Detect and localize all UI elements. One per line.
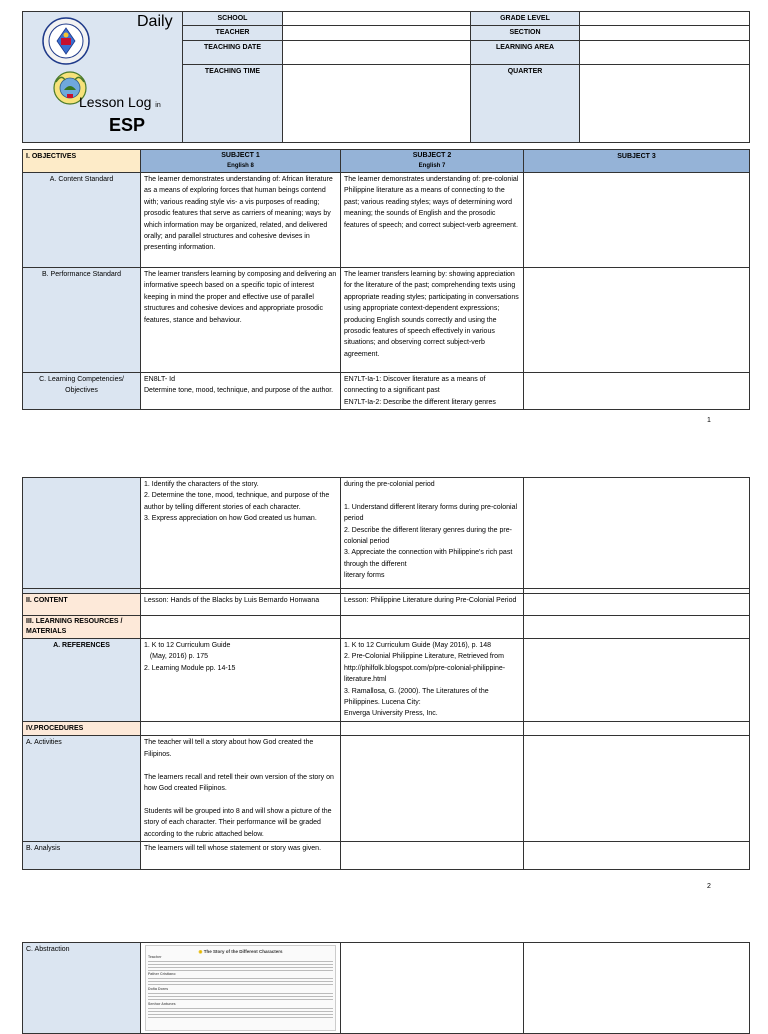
references-s2: 1. K to 12 Curriculum Guide (May 2016), p. 148 2. Pre-Colonial Philippine Literature, Retrieved from http://philfolk.blogspot.com/p/pre-colonial-philippine-literature.html 3. Ramallosa, G. (2000). The Literatures of the Philippines. Lucena City: Enverga University Press, Inc.	[341, 639, 524, 722]
label-teaching-time: TEACHING TIME	[183, 64, 283, 142]
objectives-cont-s2: during the pre-colonial period 1. Understand different literary forms during pre-colonial period 2. Describe the different literary genres during the pre-colonial period 3. Appreciate the connection with Philippine's rich past through the different literary forms	[341, 478, 524, 589]
header-logo-cell	[23, 12, 183, 143]
analysis-s2[interactable]	[341, 842, 524, 870]
title-lesson-log	[79, 94, 161, 114]
procedures-s2	[341, 722, 524, 736]
thumbnail-heading-3: Doña Dores	[148, 987, 169, 991]
subject1-title: SUBJECT 1	[221, 152, 260, 159]
competencies-s2: EN7LT-Ia-1: Discover literature as a means of connecting to a significant past EN7LT-Ia-2: Describe the different literary genres	[341, 373, 524, 410]
story-thumbnail	[145, 945, 336, 1031]
title-daily: Daily	[137, 13, 173, 30]
thumbnail-heading-4: Senhor Antunes	[148, 1002, 176, 1006]
thumbnail-lines-1	[148, 961, 333, 971]
content-standard-s3[interactable]	[524, 173, 750, 268]
references-s1: 1. K to 12 Curriculum Guide (May, 2016) p. 175 2. Learning Module pp. 14-15	[141, 639, 341, 722]
content-s3[interactable]	[524, 594, 750, 616]
thumbnail-title: The Story of the Different Characters	[203, 949, 283, 954]
performance-standard-s3[interactable]	[524, 268, 750, 373]
subject1-heading	[141, 150, 341, 173]
activities-s1: The teacher will tell a story about how God created the Filipinos. The learners recall and retell their own version of the story on how God created Filipinos. Students will be grouped into 8 and will show a picture of the story of each character. Their performance will be graded according to the rubric attached below.	[141, 736, 341, 842]
thumbnail-lines-4	[148, 1008, 333, 1018]
resources-s1	[141, 616, 341, 639]
competencies-s3[interactable]	[524, 373, 750, 410]
subject2-subtitle: English 7	[418, 163, 446, 169]
performance-standard-s2: The learner transfers learning by: showing appreciation for the literature of the past; comprehending texts using appropriate reading styles; participating in conversations using appropriate context-dependent expressions; producing English sounds correctly and using the prosodic features of speech effectively in various situations; and observing correct subject-verb agreement.	[341, 268, 524, 373]
performance-standard-label: B. Performance Standard	[23, 268, 141, 373]
references-label: A. REFERENCES	[23, 639, 141, 722]
activities-s2[interactable]	[341, 736, 524, 842]
label-teaching-date: TEACHING DATE	[183, 40, 283, 64]
label-school: SCHOOL	[183, 12, 283, 26]
subject3-heading: SUBJECT 3	[524, 150, 750, 173]
content-heading: II. CONTENT	[23, 594, 141, 616]
thumbnail-lines-2	[148, 978, 333, 986]
value-section[interactable]	[580, 26, 750, 40]
competencies-label: C. Learning Competencies/ Objectives	[23, 373, 141, 410]
subject2-title: SUBJECT 2	[412, 152, 452, 159]
value-learning-area[interactable]	[580, 40, 750, 64]
value-quarter[interactable]	[580, 64, 750, 142]
abstraction-s3[interactable]	[524, 943, 750, 1034]
label-learning-area: LEARNING AREA	[471, 40, 580, 64]
analysis-label: B. Analysis	[23, 842, 141, 870]
value-school[interactable]	[283, 12, 471, 26]
objectives-cont-s3[interactable]	[524, 478, 750, 589]
resources-s3	[524, 616, 750, 639]
page-number-2: 2	[707, 883, 711, 890]
resources-heading: III. LEARNING RESOURCES / MATERIALS	[23, 616, 141, 639]
abstraction-s1	[141, 943, 341, 1034]
analysis-s3[interactable]	[524, 842, 750, 870]
subject2-heading	[341, 150, 524, 173]
lesson-log-in: in	[155, 102, 161, 109]
page2-table	[22, 477, 750, 870]
procedures-s3	[524, 722, 750, 736]
page1-table	[22, 149, 750, 410]
label-grade-level: GRADE LEVEL	[471, 12, 580, 26]
resources-s2	[341, 616, 524, 639]
value-teaching-time[interactable]	[283, 64, 471, 142]
thumbnail-title-row	[148, 948, 333, 955]
thumbnail-heading-1: Teacher	[148, 955, 162, 959]
lightbulb-icon: ◉	[198, 949, 203, 954]
objectives-heading: I. OBJECTIVES	[23, 150, 141, 173]
content-standard-label: A. Content Standard	[23, 173, 141, 268]
value-teacher[interactable]	[283, 26, 471, 40]
procedures-heading: IV.PROCEDURES	[23, 722, 141, 736]
abstraction-label: C. Abstraction	[23, 943, 141, 1034]
subject1-subtitle: English 8	[227, 163, 254, 169]
title-subject: ESP	[109, 115, 146, 135]
content-s2: Lesson: Philippine Literature during Pre-Colonial Period	[341, 594, 524, 616]
thumbnail-heading-2: Father Cristiano	[148, 972, 176, 976]
content-standard-s1: The learner demonstrates understanding of: African literature as a means of exploring forces that human beings contend with; various reading style vis- a vis purposes of reading; prosodic features that serve as carriers of meaning; ways by which information may be organized, related, and delivered orally; and parallel structures and cohesive devises in presenting information.	[141, 173, 341, 268]
analysis-s1: The learners will tell whose statement or story was given.	[141, 842, 341, 870]
header-table	[22, 11, 750, 143]
deped-seal-icon	[42, 17, 90, 65]
content-standard-s2: The learner demonstrates understanding of: pre-colonial Philippine literature as a means of connecting to the past; various reading styles; ways of determining word meaning; the sounds of English and the prosodic features of speech; and correct subject-verb agreement.	[341, 173, 524, 268]
references-s3[interactable]	[524, 639, 750, 722]
objectives-cont-label	[23, 478, 141, 589]
performance-standard-s1: The learner transfers learning by composing and delivering an informative speech based on a specific topic of interest keeping in mind the proper and effective use of parallel structures and cohesive devices and appropriate prosodic features, stance and behaviour.	[141, 268, 341, 373]
page3-table	[22, 942, 750, 1034]
activities-label: A. Activities	[23, 736, 141, 842]
label-section: SECTION	[471, 26, 580, 40]
lesson-log-text: Lesson Log	[79, 94, 152, 110]
thumbnail-lines-3	[148, 993, 333, 1001]
label-quarter: QUARTER	[471, 64, 580, 142]
objectives-cont-s1: 1. Identify the characters of the story. 2. Determine the tone, mood, technique, and purpose of the author by telling different stories of each character. 3. Express appreciation on how God created us human.	[141, 478, 341, 589]
content-s1: Lesson: Hands of the Blacks by Luis Bernardo Honwana	[141, 594, 341, 616]
abstraction-s2[interactable]	[341, 943, 524, 1034]
label-teacher: TEACHER	[183, 26, 283, 40]
value-grade-level[interactable]	[580, 12, 750, 26]
value-teaching-date[interactable]	[283, 40, 471, 64]
page-number-1: 1	[707, 417, 711, 424]
activities-s3[interactable]	[524, 736, 750, 842]
competencies-s1: EN8LT- Id Determine tone, mood, technique, and purpose of the author.	[141, 373, 341, 410]
procedures-s1	[141, 722, 341, 736]
